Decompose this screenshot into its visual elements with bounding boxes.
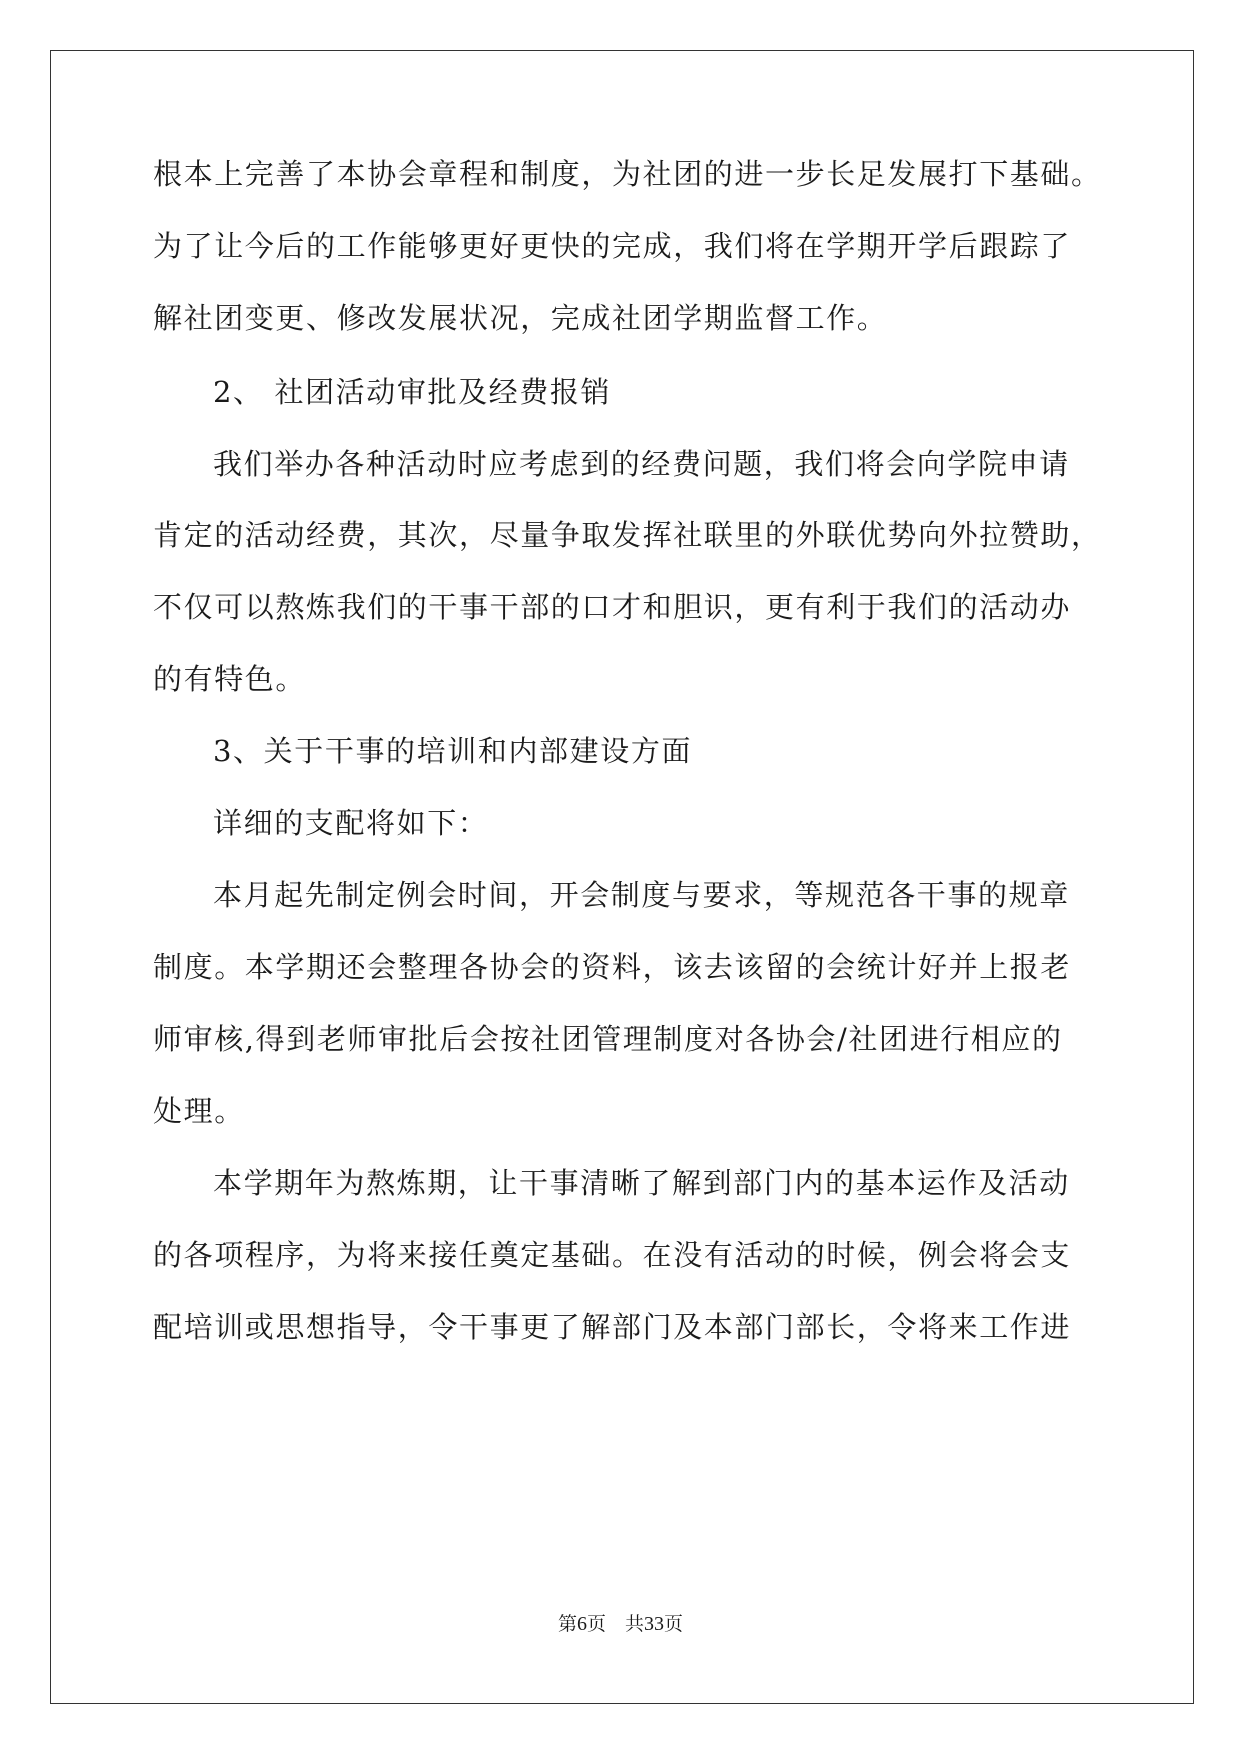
body-text-line: 处理。 [153,1094,245,1128]
page-prefix: 第 [557,1613,577,1635]
page-suffix: 页 [664,1613,684,1635]
body-text-line: 本月起先制定例会时间，开会制度与要求，等规范各干事的规章 [213,878,1070,912]
body-text-line: 肯定的活动经费，其次，尽量争取发挥社联里的外联优势向外拉赞助， [153,518,1102,552]
body-text-line: 的各项程序，为将来接任奠定基础。在没有活动的时候，例会将会支 [153,1238,1072,1272]
page-middle-text: 页 共 [586,1613,644,1635]
current-page-number: 6 [576,1613,587,1635]
body-text-line: 本学期年为熬炼期，让干事清晰了解到部门内的基本运作及活动 [213,1166,1070,1200]
body-text-line: 根本上完善了本协会章程和制度，为社团的进一步长足发展打下基础。 [153,157,1102,191]
body-text-line: 不仅可以熬炼我们的干事干部的口才和胆识，更有利于我们的活动办 [153,590,1072,624]
body-text-line: 配培训或思想指导，令干事更了解部门及本部门部长，令将来工作进 [153,1310,1072,1344]
body-text-line: 解社团变更、修改发展状况，完成社团学期监督工作。 [153,301,888,335]
section-heading: 2、 社团活动审批及经费报销 [213,375,612,409]
body-text-line: 制度。本学期还会整理各协会的资料，该去该留的会统计好并上报老 [153,950,1072,984]
section-heading: 3、关于干事的培训和内部建设方面 [213,734,693,768]
body-text-line: 师审核,得到老师审批后会按社团管理制度对各协会/社团进行相应的 [153,1022,1063,1056]
body-text-line: 为了让今后的工作能够更好更快的完成，我们将在学期开学后跟踪了 [153,229,1072,263]
page-number-footer [0,1612,1241,1636]
body-text-line: 的有特色。 [153,662,307,696]
body-text-line: 我们举办各种活动时应考虑到的经费问题，我们将会向学院申请 [213,447,1070,481]
body-text-line: 详细的支配将如下： [213,806,489,840]
total-page-number: 33 [644,1613,664,1635]
